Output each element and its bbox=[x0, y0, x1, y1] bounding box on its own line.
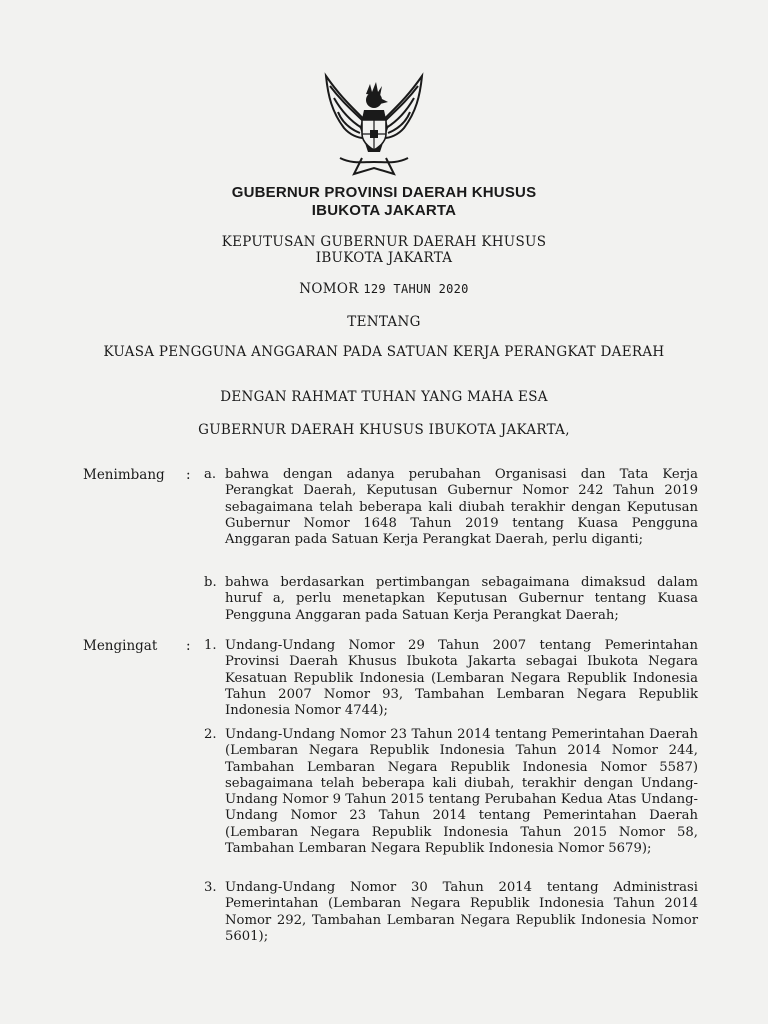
governor-heading-line2: IBUKOTA JAKARTA bbox=[311, 202, 457, 219]
mengingat-item-2 bbox=[204, 727, 698, 857]
item-text: Undang-Undang Nomor 30 Tahun 2014 tentang Administrasi Pemerintahan (Lembaran Negara Republik Indonesia Tahun 2014 Nomor 292, Tambahan Lembaran Negara Republik Indonesia Nomor 5601); bbox=[225, 880, 698, 944]
item-text: Undang-Undang Nomor 29 Tahun 2007 tentang Pemerintahan Provinsi Daerah Khusus Ibukota Jakarta sebagai Ibukota Negara Kesatuan Republik Indonesia (Lembaran Negara Republik Indonesia Tahun 2007 Nomor 93, Tambahan Lembaran Negara Republik Indonesia Nomor 4744); bbox=[225, 638, 698, 719]
mengingat-item-1 bbox=[204, 638, 698, 719]
decree-issuer: GUBERNUR DAERAH KHUSUS IBUKOTA JAKARTA, bbox=[198, 422, 570, 438]
item-text: bahwa dengan adanya perubahan Organisasi dan Tata Kerja Perangkat Daerah, Keputusan Gubernur Nomor 242 Tahun 2019 sebagaimana telah beberapa kali diubah terakhir dengan Keputusan Gubernur Nomor 1648 Tahun 2019 tentang Kuasa Pengguna Anggaran pada Satuan Kerja Perangkat Daerah, perlu diganti; bbox=[225, 467, 698, 548]
item-text: bahwa berdasarkan pertimbangan sebagaimana dimaksud dalam huruf a, perlu menetapkan Keputusan Gubernur tentang Kuasa Pengguna Anggaran pada Satuan Kerja Perangkat Daerah; bbox=[225, 575, 698, 623]
governor-heading-line1: GUBERNUR PROVINSI DAERAH KHUSUS bbox=[231, 184, 537, 201]
decree-subject: KUASA PENGGUNA ANGGARAN PADA SATUAN KERJA PERANGKAT DAERAH bbox=[103, 344, 665, 360]
garuda-emblem-icon bbox=[318, 72, 430, 182]
menimbang-item-a bbox=[204, 467, 698, 548]
decree-title-line1: KEPUTUSAN GUBERNUR DAERAH KHUSUS bbox=[221, 234, 547, 250]
item-text: Undang-Undang Nomor 23 Tahun 2014 tentang Pemerintahan Daerah (Lembaran Negara Republik Indonesia Tahun 2014 Nomor 244, Tambahan Lembaran Negara Republik Indonesia Nomor 5587) sebagaimana telah beberapa kali diubah, terakhir dengan Undang-Undang Nomor 9 Tahun 2015 tentang Perubahan Kedua Atas Undang-Undang Nomor 23 Tahun 2014 tentang Pemerintahan Daerah (Lembaran Negara Republik Indonesia Tahun 2015 Nomor 58, Tambahan Lembaran Negara Republik Indonesia Nomor 5679); bbox=[225, 727, 698, 857]
decree-number bbox=[0, 281, 768, 297]
menimbang-item-b bbox=[204, 575, 698, 624]
item-marker: b. bbox=[204, 575, 217, 590]
item-marker: 3. bbox=[204, 880, 217, 895]
decree-blessing: DENGAN RAHMAT TUHAN YANG MAHA ESA bbox=[220, 389, 548, 405]
mengingat-colon: : bbox=[186, 638, 191, 654]
mengingat-label: Mengingat bbox=[83, 638, 158, 654]
menimbang-label: Menimbang bbox=[83, 467, 165, 483]
menimbang-colon: : bbox=[186, 467, 191, 483]
mengingat-item-3 bbox=[204, 880, 698, 945]
item-marker: 2. bbox=[204, 727, 217, 742]
item-marker: a. bbox=[204, 467, 217, 482]
decree-about: TENTANG bbox=[347, 314, 421, 330]
item-marker: 1. bbox=[204, 638, 217, 653]
decree-number-value: 129 TAHUN 2020 bbox=[363, 282, 469, 296]
decree-number-label: NOMOR bbox=[299, 281, 359, 297]
decree-title-line2: IBUKOTA JAKARTA bbox=[315, 250, 453, 266]
